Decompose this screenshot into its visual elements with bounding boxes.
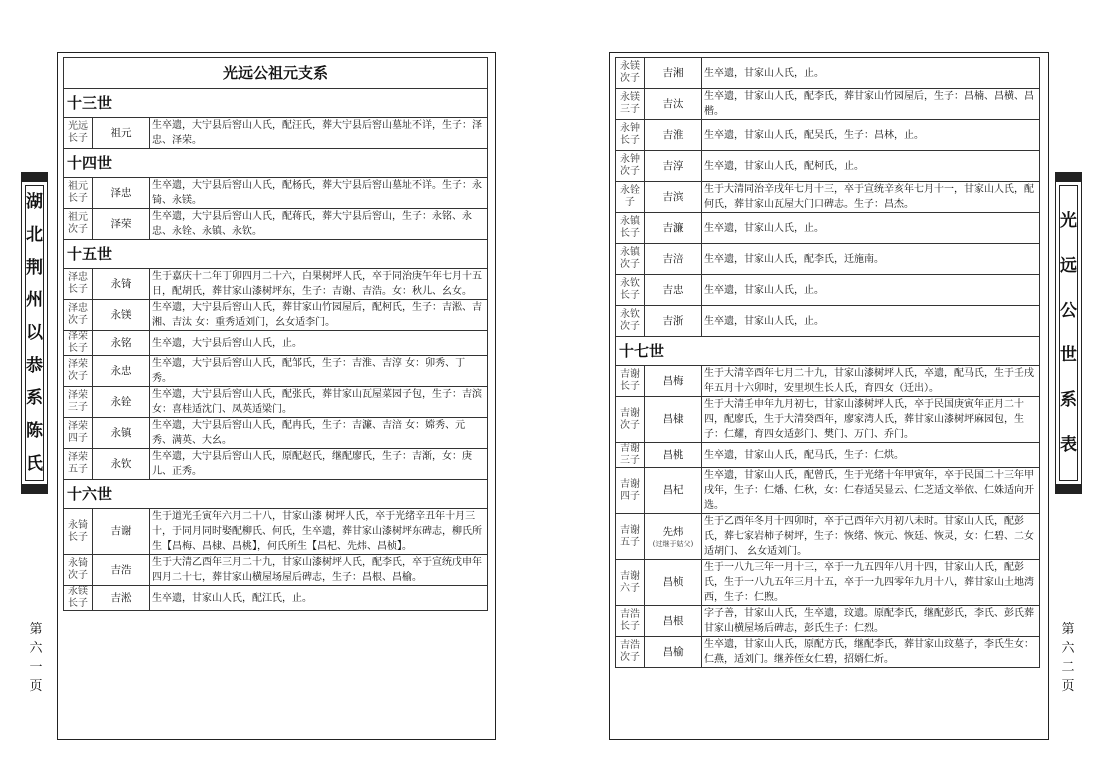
biography-cell: 生卒遗，甘家山人氏，配李氏，葬甘家山竹园屋后，生子：昌楠、昌横、昌楷。 xyxy=(702,89,1040,120)
left-genealogy-table xyxy=(63,57,488,611)
name-cell xyxy=(93,356,150,387)
member-name: 昌榆 xyxy=(662,645,684,658)
side-label-char: 州 xyxy=(26,290,43,311)
name-cell xyxy=(645,560,702,606)
member-name: 永铭 xyxy=(110,336,132,349)
member-name: 吉淳 xyxy=(662,159,684,172)
member-row xyxy=(64,178,488,209)
member-name: 吉汰 xyxy=(662,97,684,110)
member-row xyxy=(616,306,1040,337)
side-label-char: 六 xyxy=(29,641,43,656)
relation-cell: 泽荣三子 xyxy=(64,387,93,418)
biography-cell: 生卒遗，甘家山人氏，配吴氏，生子：昌林，止。 xyxy=(702,120,1040,151)
member-row xyxy=(616,275,1040,306)
right-page xyxy=(615,57,1040,668)
relation-cell: 永镁长子 xyxy=(64,586,93,611)
biography-cell: 生卒遗，甘家山人氏，配柯氏，止。 xyxy=(702,151,1040,182)
member-row xyxy=(616,560,1040,606)
right-genealogy-table xyxy=(615,57,1040,668)
member-name: 泽忠 xyxy=(110,186,132,199)
relation-cell: 泽荣五子 xyxy=(64,449,93,480)
member-row xyxy=(616,182,1040,213)
name-cell xyxy=(93,449,150,480)
relation-cell: 永镁次子 xyxy=(616,58,645,89)
member-row xyxy=(64,509,488,555)
name-cell xyxy=(645,58,702,89)
generation-label: 十六世 xyxy=(64,480,488,509)
biography-cell: 生卒遗，大宁县后窖山人氏，配邹氏，生子：吉淮、吉淳 女：卯秀、丁秀。 xyxy=(150,356,488,387)
member-name: 昌梅 xyxy=(662,374,684,387)
name-cell xyxy=(93,209,150,240)
name-cell xyxy=(93,387,150,418)
biography-cell: 生卒遗，大宁县后窖山人氏，配汪氏，葬大宁县后窖山墓址不详，生子：泽忠、泽荣。 xyxy=(150,118,488,149)
member-name: 吉浙 xyxy=(662,314,684,327)
name-cell xyxy=(93,555,150,586)
side-label-char: 恭 xyxy=(26,355,43,376)
member-row xyxy=(64,387,488,418)
name-cell xyxy=(93,509,150,555)
relation-cell: 吉浩次子 xyxy=(616,637,645,668)
member-name: 吉濂 xyxy=(662,221,684,234)
name-cell xyxy=(93,586,150,611)
side-label-char: 公 xyxy=(1060,300,1077,321)
member-row xyxy=(64,356,488,387)
biography-cell: 生卒遗，甘家山人氏，止。 xyxy=(702,306,1040,337)
generation-header-row xyxy=(64,480,488,509)
biography-cell: 生卒遗，大宁县后窖山人氏，原配赵氏，继配廖氏，生子：吉渐，女：庚儿、正秀。 xyxy=(150,449,488,480)
member-name: 吉淞 xyxy=(110,591,132,604)
member-row xyxy=(616,89,1040,120)
relation-cell: 永钦长子 xyxy=(616,275,645,306)
biography-cell: 生卒遗，甘家山人氏，原配方氏，继配李氏，葬甘家山玟墓子，李氏生女：仁燕，适刘门。继养侄女仁碧，招婿仁炘。 xyxy=(702,637,1040,668)
relation-cell: 光远长子 xyxy=(64,118,93,149)
biography-cell: 生卒遗，甘家山人氏，止。 xyxy=(702,275,1040,306)
relation-cell: 吉谢长子 xyxy=(616,366,645,397)
right-side-label xyxy=(1055,172,1082,494)
left-page-number xyxy=(29,620,43,696)
left-side-label xyxy=(21,172,48,494)
member-name: 泽荣 xyxy=(110,217,132,230)
side-label-char: 湖 xyxy=(26,192,43,213)
name-cell xyxy=(645,637,702,668)
member-name: 祖元 xyxy=(110,126,132,139)
relation-cell: 泽荣四子 xyxy=(64,418,93,449)
relation-cell: 吉浩长子 xyxy=(616,606,645,637)
member-row xyxy=(616,120,1040,151)
generation-label: 十三世 xyxy=(64,89,488,118)
relation-cell: 永镇长子 xyxy=(616,213,645,244)
side-label-char: 北 xyxy=(26,224,43,245)
member-name: 昌根 xyxy=(662,614,684,627)
biography-cell: 生卒遗，甘家山人氏，配马氏，生子：仁烘。 xyxy=(702,443,1040,468)
member-name: 昌桃 xyxy=(662,448,684,461)
member-row xyxy=(616,443,1040,468)
name-cell xyxy=(645,244,702,275)
member-row xyxy=(64,269,488,300)
side-label-char: 氏 xyxy=(26,453,43,474)
name-cell xyxy=(645,306,702,337)
member-row xyxy=(64,418,488,449)
member-row xyxy=(616,637,1040,668)
member-row xyxy=(616,468,1040,514)
page-title: 光远公祖元支系 xyxy=(64,58,488,89)
title-row xyxy=(64,58,488,89)
biography-cell: 生卒遗，甘家山人氏，止。 xyxy=(702,213,1040,244)
member-row xyxy=(64,118,488,149)
member-name: 吉浩 xyxy=(110,563,132,576)
member-name: 昌杞 xyxy=(662,484,684,496)
name-cell xyxy=(645,151,702,182)
member-row xyxy=(616,514,1040,560)
relation-cell: 永镁三子 xyxy=(616,89,645,120)
relation-cell: 永镇次子 xyxy=(616,244,645,275)
biography-cell: 生于大清乙酉年三月二十九，甘家山漆树坪人氏，配李氏，卒于宣统戊申年四月二十七，葬甘家山横屋场屋后碑志，生子：昌根、昌榆。 xyxy=(150,555,488,586)
member-row xyxy=(616,58,1040,89)
member-row xyxy=(616,151,1040,182)
relation-cell: 吉谢六子 xyxy=(616,560,645,606)
member-name: 吉滨 xyxy=(662,190,684,203)
member-name: 吉淮 xyxy=(662,128,684,141)
member-name: 吉谢 xyxy=(110,525,132,537)
side-label-char: 六 xyxy=(1061,641,1075,656)
side-label-char: 第 xyxy=(29,622,43,637)
member-name: 永忠 xyxy=(110,364,132,377)
side-label-char: 系 xyxy=(1060,390,1077,411)
name-cell xyxy=(645,606,702,637)
biography-cell: 生卒遗，大宁县后窖山人氏，配杨氏，葬大宁县后窖山墓址不详。生子：永锜、永镁。 xyxy=(150,178,488,209)
side-label-char: 表 xyxy=(1060,435,1077,456)
member-name: 永铨 xyxy=(110,395,132,408)
member-name: 昌桢 xyxy=(662,576,684,588)
biography-cell: 生于大清辛酉年七月二十九，甘家山漆树坪人氏，卒遗，配马氏，生于壬戌年五月十六卯时，安里坝生长人氏，育四女（迁出）。 xyxy=(702,366,1040,397)
generation-label: 十四世 xyxy=(64,149,488,178)
relation-cell: 永钟次子 xyxy=(616,151,645,182)
member-row xyxy=(616,606,1040,637)
side-label-char: 二 xyxy=(1061,660,1075,675)
biography-cell: 生于大清同治辛戌年七月十三，卒于宣统辛亥年七月十一，甘家山人氏，配何氏，葬甘家山瓦屋大门口碑志。生子：昌杰。 xyxy=(702,182,1040,213)
generation-label: 十七世 xyxy=(616,337,1040,366)
biography-cell: 生卒遗，大宁县后窖山人氏，配冉氏，生子：吉濂、吉涪 女：嫦秀、元秀、满英、大幺。 xyxy=(150,418,488,449)
generation-header-row xyxy=(616,337,1040,366)
biography-cell: 生卒遗，甘家山人氏，配江氏，止。 xyxy=(150,586,488,611)
member-name: 吉涪 xyxy=(662,252,684,265)
name-cell xyxy=(93,269,150,300)
name-cell xyxy=(645,275,702,306)
name-cell xyxy=(93,418,150,449)
relation-cell: 永铨子 xyxy=(616,182,645,213)
name-cell xyxy=(645,397,702,443)
name-cell xyxy=(645,89,702,120)
member-name: 昌棣 xyxy=(662,413,684,425)
name-cell xyxy=(93,300,150,331)
relation-cell: 祖元次子 xyxy=(64,209,93,240)
generation-label: 十五世 xyxy=(64,240,488,269)
generation-header-row xyxy=(64,89,488,118)
relation-cell: 泽忠长子 xyxy=(64,269,93,300)
side-label-char: 光 xyxy=(1060,210,1077,231)
biography-cell: 生卒遗，大宁县后窖山人氏，配张氏，葬甘家山瓦屋菜园子包，生子：吉滨 女：喜桂适沈门、凤英适梁门。 xyxy=(150,387,488,418)
relation-cell: 泽忠次子 xyxy=(64,300,93,331)
biography-cell: 生卒遗，甘家山人氏，止。 xyxy=(702,58,1040,89)
member-name: 永镁 xyxy=(110,308,132,321)
side-label-char: 页 xyxy=(1061,679,1075,694)
side-label-char: 远 xyxy=(1060,255,1077,276)
relation-cell: 吉谢四子 xyxy=(616,468,645,514)
side-label-char: 以 xyxy=(26,322,43,343)
member-row xyxy=(616,213,1040,244)
member-name: 吉湘 xyxy=(662,66,684,79)
name-note: (过继于姑父) xyxy=(652,539,694,548)
member-row xyxy=(64,555,488,586)
member-name: 吉忠 xyxy=(662,283,684,296)
biography-cell: 生卒遗，大宁县后窖山人氏，配蒋氏，葬大宁县后窖山，生子：永铭、永忠、永铨、永镇、永钦。 xyxy=(150,209,488,240)
relation-cell: 永锜长子 xyxy=(64,509,93,555)
member-row xyxy=(64,331,488,356)
side-label-char: 一 xyxy=(29,660,43,675)
biography-cell: 生于嘉庆十二年丁卯四月二十六，白果树坪人氏，卒于同治庚午年七月十五日，配胡氏，葬甘家山漆树坪东，生子：吉谢、吉浩。女：秋儿、幺女。 xyxy=(150,269,488,300)
relation-cell: 泽荣次子 xyxy=(64,356,93,387)
name-cell xyxy=(645,120,702,151)
relation-cell: 吉谢三子 xyxy=(616,443,645,468)
relation-cell: 永钦次子 xyxy=(616,306,645,337)
relation-cell: 吉谢五子 xyxy=(616,514,645,560)
name-cell xyxy=(93,118,150,149)
side-label-char: 荆 xyxy=(26,257,43,278)
biography-cell: 生于道光壬寅年六月二十八，甘家山漆 树坪人氏，卒于光绪辛丑年十月三十，于同月同时娶配柳氏、何氏，生卒遗，葬甘家山漆树坪东碑志，柳氏所生【昌梅、昌棣、昌桃】，何氏所生【昌杞、先炜、昌桢】。 xyxy=(150,509,488,555)
relation-cell: 泽荣长子 xyxy=(64,331,93,356)
side-label-char: 页 xyxy=(29,679,43,694)
side-label-char: 第 xyxy=(1061,622,1075,637)
member-name: 永钦 xyxy=(110,457,132,470)
side-label-char: 世 xyxy=(1060,345,1077,366)
generation-header-row xyxy=(64,240,488,269)
side-label-char: 系 xyxy=(26,388,43,409)
name-cell xyxy=(93,331,150,356)
generation-header-row xyxy=(64,149,488,178)
member-row xyxy=(64,586,488,611)
name-cell xyxy=(93,178,150,209)
member-row xyxy=(64,300,488,331)
biography-cell: 生于大清壬申年九月初七，甘家山漆树坪人氏，卒于民国庚寅年正月二十四，配廖氏，生于大清癸酉年，廖家湾人氏，葬甘家山漆树坪麻园包，生子：仁耀，育四女适彭门、樊门、万门、乔门。 xyxy=(702,397,1040,443)
biography-cell: 生卒遗，大宁县后窖山人氏，葬甘家山竹园屋后，配柯氏，生子：吉淞、吉湘、吉汰 女：重秀适刘门，幺女适李门。 xyxy=(150,300,488,331)
relation-cell: 祖元长子 xyxy=(64,178,93,209)
member-row xyxy=(616,366,1040,397)
biography-cell: 生于一八九三年一月十三，卒于一九五四年八月十四，甘家山人氏，配彭氏，生于一八九五年三月十五，卒于一九四零年九月十八，葬甘家山土地湾西，生子：仁煦。 xyxy=(702,560,1040,606)
member-name: 永镇 xyxy=(110,426,132,439)
member-row xyxy=(616,397,1040,443)
member-row xyxy=(64,449,488,480)
biography-cell: 字子善，甘家山人氏，生卒遗，玟遗。原配李氏，继配彭氏，李氏、彭氏葬甘家山横屋场后碑志，彭氏生子：仁烈。 xyxy=(702,606,1040,637)
side-label-char: 陈 xyxy=(26,420,43,441)
name-cell xyxy=(645,443,702,468)
relation-cell: 吉谢次子 xyxy=(616,397,645,443)
relation-cell: 永锜次子 xyxy=(64,555,93,586)
name-cell xyxy=(645,213,702,244)
biography-cell: 生卒遗，大宁县后窖山人氏，止。 xyxy=(150,331,488,356)
name-cell xyxy=(645,182,702,213)
right-page-number xyxy=(1061,620,1075,696)
biography-cell: 生卒遗，甘家山人氏，配曾氏，生于光绪十年甲寅年，卒于民国二十三年甲戌年，生子：仁燔、仁秋，女：仁春适吴显云、仁芝适文举依、仁姝适向开选。 xyxy=(702,468,1040,514)
name-cell xyxy=(645,514,702,560)
member-name: 先炜 xyxy=(662,525,684,538)
member-row xyxy=(616,244,1040,275)
member-name: 永锜 xyxy=(110,277,132,290)
name-cell xyxy=(645,366,702,397)
relation-cell: 永钟长子 xyxy=(616,120,645,151)
left-page xyxy=(63,57,488,611)
biography-cell: 生于乙酉年冬月十四卯时，卒于己酉年六月初八未时。甘家山人氏，配彭氏，葬七家岩柿子树坪，生子：恢绪、恢元、恢廷、恢灵，女：仁碧、二女适胡门、 幺女适刘门。 xyxy=(702,514,1040,560)
member-row xyxy=(64,209,488,240)
biography-cell: 生卒遗，甘家山人氏，配李氏，迁施南。 xyxy=(702,244,1040,275)
name-cell xyxy=(645,468,702,514)
